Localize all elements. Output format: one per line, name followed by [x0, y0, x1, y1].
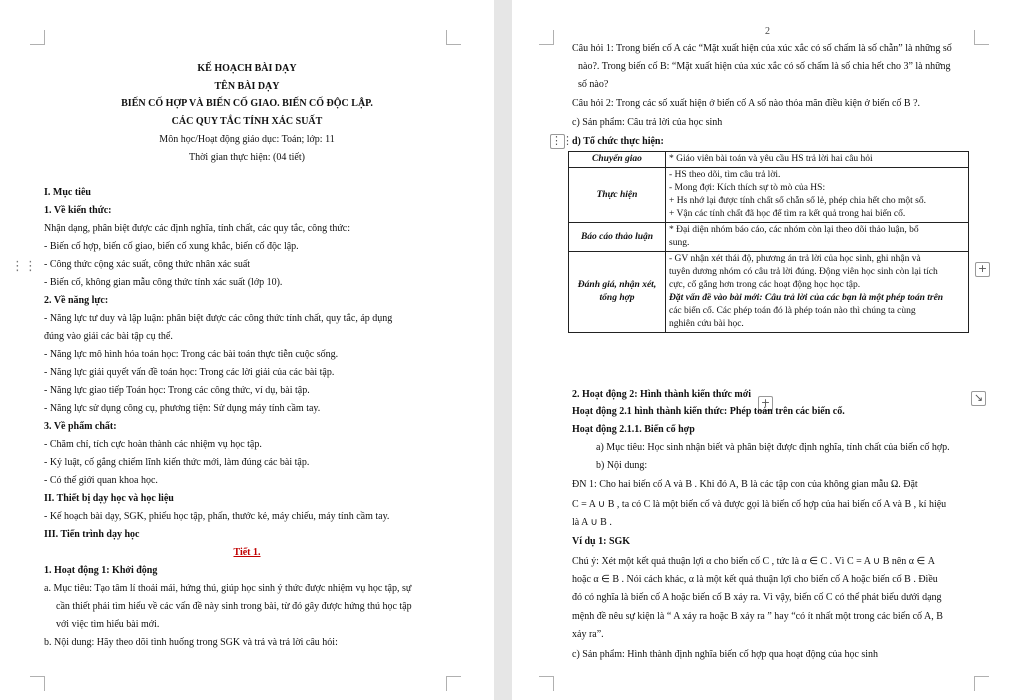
cell-line: + Hs nhớ lại được tính chất số chẵn số lẻ, phép chia hết cho một số.	[669, 196, 926, 206]
text-line: số nào?	[578, 79, 609, 90]
text-line: nào?. Trong biến cố B: “Mặt xuất hiện của xúc xắc có số chấm là số chia hết cho 3” là những	[578, 61, 951, 72]
text-line: a. Mục tiêu: Tạo tâm lí thoải mái, hứng thú, giúp học sinh ý thức được nhiệm vụ học tập, sự	[44, 583, 412, 594]
table-row	[569, 168, 969, 223]
cell-line: + Vận các tính chất đã học để tìm ra kết quả trong hai biến cố.	[669, 209, 906, 219]
page-corner-mark	[446, 676, 461, 691]
text-line: - Năng lực sử dụng công cụ, phương tiện: Sử dụng máy tính cầm tay.	[44, 403, 321, 414]
duration-line: Thời gian thực hiện: (04 tiết)	[189, 152, 305, 163]
text-line: xảy ra”.	[572, 629, 604, 640]
text-line: 3. Về phẩm chất:	[44, 421, 117, 432]
table-move-handle-icon[interactable]: ⋮⋮	[551, 134, 573, 147]
cell-line: cực, cố gắng hơn trong các hoạt động học học tập.	[669, 280, 861, 290]
text-line: đó có nghĩa là biến cố A hoặc biến cố B xảy ra. Vì vậy, biến cố C có thể phát biểu dưới dạng	[572, 592, 942, 603]
text-line: - Chăm chỉ, tích cực hoàn thành các nhiệm vụ học tập.	[44, 439, 262, 450]
table-cell-head: Báo cáo thảo luận	[569, 223, 666, 252]
cell-line: Đặt vấn đề vào bài mới: Câu trả lời của các bạn là một phép toán trên	[669, 293, 944, 303]
text-line: - Năng lực giao tiếp Toán học: Trong các công thức, ví dụ, bài tập.	[44, 385, 310, 396]
cell-line: - GV nhận xét thái độ, phương án trả lời của học sinh, ghi nhận và	[669, 254, 921, 264]
cell-line: - HS theo dõi, tìm câu trả lời.	[669, 170, 781, 180]
subject-line: Môn học/Hoạt động giáo dục: Toán; lớp: 11	[159, 134, 335, 145]
text-line: c) Sản phẩm: Câu trả lời của học sinh	[572, 117, 723, 128]
period-heading: Tiết 1.	[233, 547, 261, 558]
add-row-icon[interactable]: +	[758, 396, 773, 411]
cell-line: các biến cố. Các phép toán đó là phép toán nào thì chúng ta cùng	[669, 306, 916, 316]
text-line: d) Tổ chức thực hiện:	[572, 136, 664, 147]
table-cell-body	[666, 152, 969, 168]
table-row	[569, 223, 969, 252]
text-line: III. Tiến trình dạy học	[44, 529, 140, 540]
lesson-title: TÊN BÀI DẠY	[214, 81, 280, 92]
table-resize-handle-icon[interactable]: ↘	[971, 391, 986, 406]
text-line: đúng vào giải các bài tập cụ thể.	[44, 331, 173, 342]
drag-handle-icon[interactable]: ⋮⋮	[11, 259, 37, 274]
table-cell-body	[666, 168, 969, 223]
text-line: mệnh đề nêu sự kiện là “ A xảy ra hoặc B xảy ra ” hay “có ít nhất một trong các biến cố A, B	[572, 611, 943, 622]
table-row	[569, 152, 969, 168]
cell-line: nghiên cứu bài học.	[669, 319, 744, 329]
page-corner-mark	[30, 676, 45, 691]
add-column-icon[interactable]: +	[975, 262, 990, 277]
text-line: 2. Hoạt động 2: Hình thành kiến thức mới	[572, 389, 752, 400]
table-cell-head: Đánh giá, nhận xét, tổng hợp	[569, 252, 666, 333]
text-line: Câu hỏi 1: Trong biến cố A các “Mặt xuất hiện của xúc xắc có số chấm là số chẵn” là những số	[572, 43, 952, 54]
table-cell-body	[666, 252, 969, 333]
text-line: 2. Về năng lực:	[44, 295, 109, 306]
text-line: 1. Hoạt động 1: Khởi động	[44, 565, 158, 576]
text-line: b) Nội dung:	[596, 460, 648, 471]
text-line: Ví dụ 1: SGK	[572, 536, 631, 547]
table-row	[569, 252, 969, 333]
text-line: - Kế hoạch bài dạy, SGK, phiếu học tập, phấn, thước kẻ, máy chiếu, máy tính cầm tay.	[44, 511, 390, 522]
page-corner-mark	[539, 30, 554, 45]
text-line: - Biến cố hợp, biến cố giao, biến cố xung khắc, biến cố độc lập.	[44, 241, 299, 252]
text-line: - Công thức cộng xác suất, công thức nhân xác suất	[44, 259, 251, 270]
table-cell-body	[666, 223, 969, 252]
text-line: Hoạt động 2.1.1. Biến cố hợp	[572, 424, 695, 435]
cell-line: tuyên dương nhóm có câu trả lời đúng. Động viên học sinh còn lại tích	[669, 267, 938, 277]
text-line: II. Thiết bị dạy học và học liệu	[44, 493, 174, 504]
text-line: a) Mục tiêu: Học sinh nhận biết và phân biệt được định nghĩa, tính chất của biến cố hợp.	[596, 442, 950, 453]
page-number: 2	[765, 26, 770, 37]
page-corner-mark	[974, 30, 989, 45]
text-line: 1. Về kiến thức:	[44, 205, 112, 216]
text-line: Hoạt động 2.1 hình thành kiến thức: Phép toán trên các biến cố.	[572, 406, 845, 417]
cell-line: - Mong đợi: Kích thích sự tò mò của HS:	[669, 183, 826, 193]
text-line: C = A ∪ B , ta có C là một biến cố và được gọi là biến cố hợp của hai biến cố A và B , kí hiệu	[572, 499, 947, 510]
page-corner-mark	[539, 676, 554, 691]
text-line: - Năng lực mô hình hóa toán học: Trong các bài toán thực tiễn cuộc sống.	[44, 349, 339, 360]
text-line: Chú ý: Xét một kết quả thuận lợi α cho biến cố C , tức là α ∈ C . Vì C = A ∪ B nên α ∈ A	[572, 556, 935, 567]
text-line: - Biến cố, không gian mẫu công thức tính xác suất (lớp 10).	[44, 277, 283, 288]
text-line: c) Sản phẩm: Hình thành định nghĩa biến cố hợp qua hoạt động của học sinh	[572, 649, 879, 660]
text-line: ĐN 1: Cho hai biến cố A và B . Khi đó A, B là các tập con của không gian mẫu Ω. Đặt	[572, 479, 918, 490]
cell-line: * Giáo viên bài toán và yêu cầu HS trả lời hai câu hỏi	[669, 154, 873, 164]
table-cell-head: Thực hiện	[569, 168, 666, 223]
text-line: hoặc α ∈ B . Nói cách khác, α là một kết quả thuận lợi cho biến cố A hoặc biến cố B . Điều	[572, 574, 938, 585]
lesson-subname: CÁC QUY TẮC TÍNH XÁC SUẤT	[171, 116, 323, 127]
text-line: b. Nội dung: Hãy theo dõi tình huống trong SGK và trả và trả lời câu hỏi:	[44, 637, 338, 648]
cell-line: sung.	[669, 238, 690, 248]
text-line: - Có thế giới quan khoa học.	[44, 475, 158, 486]
text-line: cần thiết phải tìm hiểu về các vấn đề này sinh trong bài, từ đó gây được hứng thú học tập	[56, 601, 412, 612]
text-line: - Năng lực tư duy và lập luận: phân biệt được các công thức tính chất, quy tắc, áp dụng	[44, 313, 393, 324]
text-line: với việc tìm hiểu bài mới.	[56, 619, 160, 630]
text-line: Nhận dạng, phân biệt được các định nghĩa, tính chất, các quy tắc, công thức:	[44, 223, 351, 234]
text-line: - Năng lực giải quyết vấn đề toán học: Trong các lời giải của các bài tập.	[44, 367, 335, 378]
table-cell-head: Chuyển giao	[569, 152, 666, 168]
document-page-2	[512, 0, 1015, 700]
text-line: I. Mục tiêu	[44, 187, 91, 198]
page-corner-mark	[30, 30, 45, 45]
page-corner-mark	[446, 30, 461, 45]
page-corner-mark	[974, 676, 989, 691]
text-line: Câu hỏi 2: Trong các số xuất hiện ở biến cố A số nào thỏa mãn điều kiện ở biến cố B ?.	[572, 98, 921, 109]
text-line: - Kỷ luật, cố gắng chiếm lĩnh kiến thức mới, làm đúng các bài tập.	[44, 457, 310, 468]
cell-line: * Đại diện nhóm báo cáo, các nhóm còn lại theo dõi thảo luận, bổ	[669, 225, 919, 235]
lesson-name: BIẾN CỐ HỢP VÀ BIẾN CỐ GIAO. BIẾN CỐ ĐỘC LẬP.	[121, 98, 373, 109]
document-page-1	[0, 0, 494, 700]
activity-table	[568, 151, 969, 333]
doc-title: KẾ HOẠCH BÀI DẠY	[197, 63, 297, 74]
text-line: là A ∪ B .	[572, 517, 612, 528]
